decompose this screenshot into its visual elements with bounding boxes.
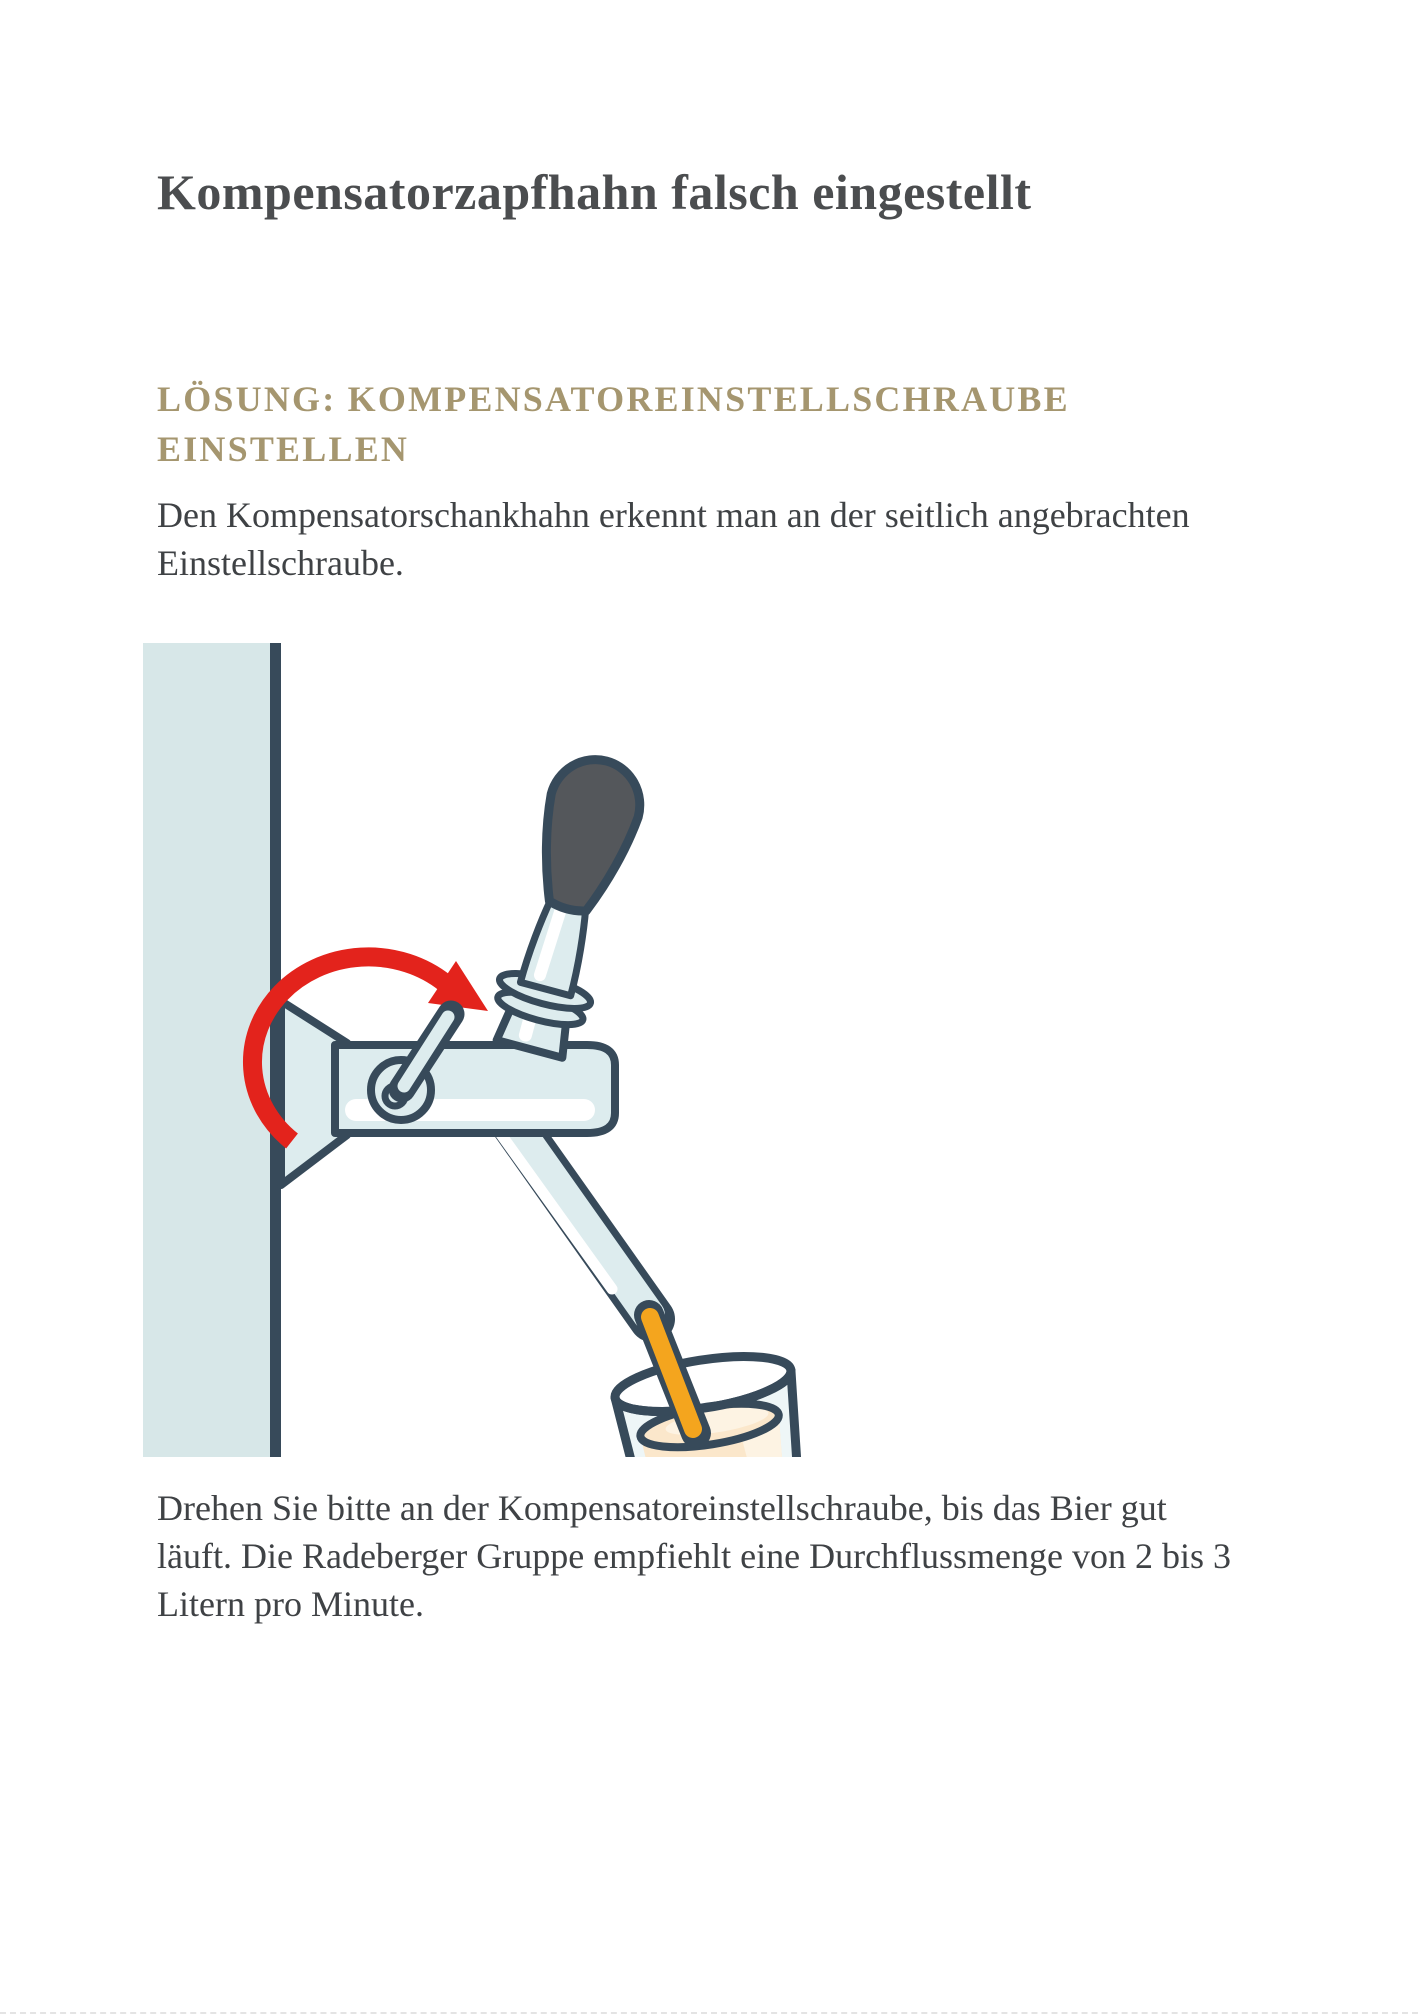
instruction-line: läuft. Die Radeberger Gruppe empfiehlt eine Durchflussmenge von 2 bis 3 [157,1536,1232,1576]
beer-glass [611,1346,812,1457]
section-heading [157,374,1070,474]
instruction-line: Drehen Sie bitte an der Kompensatoreinstellschraube, bis das Bier gut [157,1488,1167,1528]
tap-handle [484,749,652,1061]
section-heading-line: EINSTELLEN [157,429,410,469]
section-heading-line: LÖSUNG: KOMPENSATOREINSTELLSCHRAUBE [157,379,1070,419]
intro-line: Einstellschraube. [157,543,404,583]
intro-paragraph [157,491,1190,587]
intro-line: Den Kompensatorschankhahn erkennt man an der seitlich angebrachten [157,495,1190,535]
beer-tap-illustration [140,643,836,1457]
page-title: Kompensatorzapfhahn falsch eingestellt [157,164,1032,220]
tap-spout [500,1121,652,1319]
instruction-paragraph [157,1484,1231,1628]
instruction-line: Litern pro Minute. [157,1584,424,1624]
